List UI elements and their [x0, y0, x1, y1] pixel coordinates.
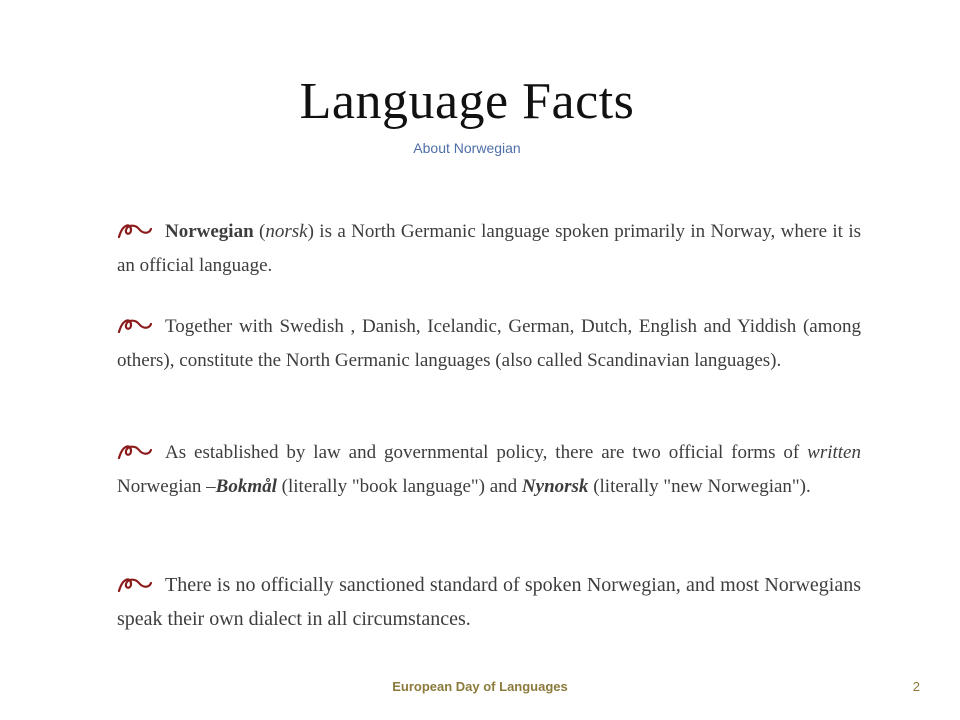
- bullet-text: (literally "new Norwegian").: [588, 476, 811, 497]
- bullet-text: (: [253, 221, 266, 242]
- norwegian-term: Norwegian: [165, 221, 254, 242]
- bullet-item: [117, 215, 861, 283]
- bullet-text: There is no officially sanctioned standard of spoken Norwegian, and most Norwegians speak their own dialect in all circumstances.: [117, 574, 861, 630]
- bullet-text: (literally "book language") and: [276, 476, 522, 497]
- slide-title: Language Facts: [299, 73, 635, 130]
- bullet-item: [117, 310, 861, 378]
- bullet-item: [117, 568, 861, 636]
- swirl-bullet-icon: [117, 316, 161, 334]
- bullet-text: As established by law and governmental policy, there are two official forms of: [165, 442, 808, 463]
- bullet-text: Together with Swedish , Danish, Icelandic, German, Dutch, English and Yiddish (among others), constitute the North Germanic languages (also called Scandinavian languages).: [117, 316, 861, 371]
- swirl-bullet-icon: [117, 442, 161, 460]
- bullet-item: [117, 436, 861, 504]
- written-term: written: [807, 442, 861, 463]
- swirl-bullet-icon: [117, 575, 161, 593]
- bullet-text: Norwegian –: [117, 476, 216, 497]
- slide-subtitle: About Norwegian: [413, 140, 521, 156]
- nynorsk-term: Nynorsk: [521, 476, 589, 497]
- footer-text: European Day of Languages: [392, 679, 568, 694]
- swirl-bullet-icon: [117, 221, 161, 239]
- page-number: 2: [912, 679, 920, 694]
- norsk-term: norsk: [265, 221, 308, 242]
- bokmal-term: Bokmål: [215, 476, 277, 497]
- bullet-text: ) is a North Germanic language spoken primarily in Norway, where it is an official language.: [117, 221, 861, 276]
